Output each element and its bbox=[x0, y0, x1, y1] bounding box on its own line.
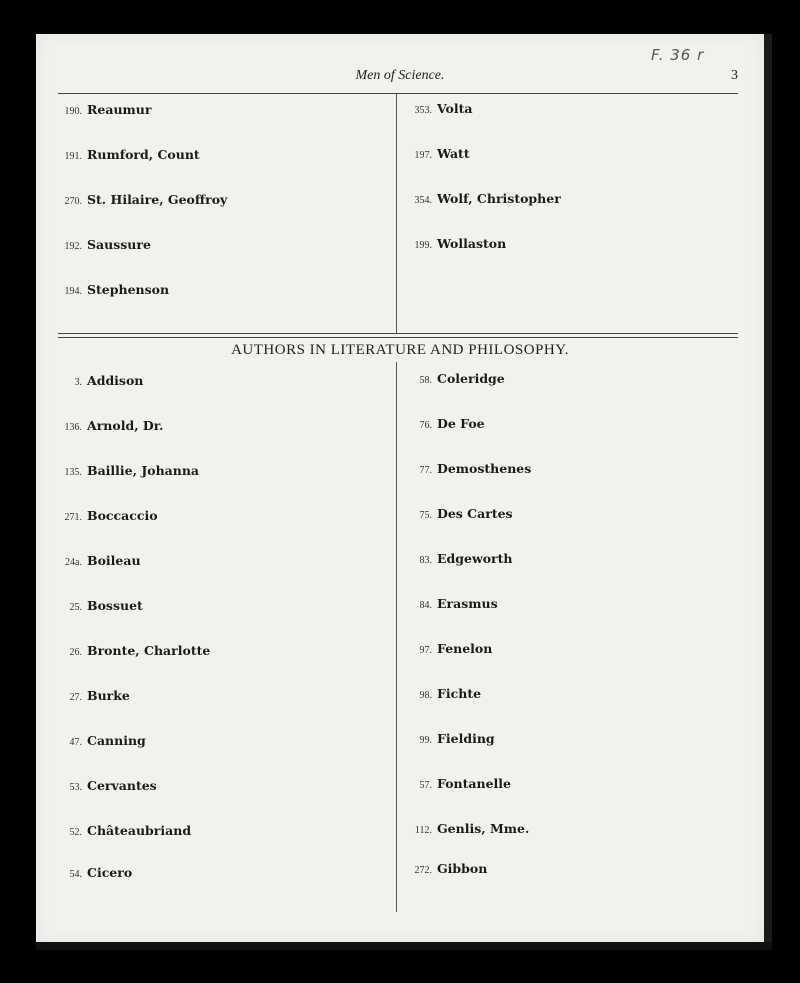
folio-mark: F. 36 r bbox=[651, 46, 705, 64]
entry-number: 76. bbox=[419, 420, 432, 431]
entry-name: Châteaubriand bbox=[87, 823, 192, 838]
page-edge-shadow bbox=[764, 34, 772, 942]
list-item bbox=[38, 732, 146, 750]
entry-name: Fichte bbox=[437, 686, 482, 701]
entry-name: Saussure bbox=[87, 237, 151, 252]
list-item bbox=[404, 730, 495, 748]
list-item bbox=[404, 235, 506, 253]
entry-number: 77. bbox=[419, 465, 432, 476]
entry-number: 194. bbox=[64, 286, 82, 297]
entry-number: 136. bbox=[64, 422, 82, 433]
list-item bbox=[38, 417, 164, 435]
entry-name: Gibbon bbox=[437, 861, 488, 876]
list-item bbox=[38, 191, 227, 209]
entry-name: Coleridge bbox=[437, 371, 505, 386]
list-item bbox=[404, 550, 513, 568]
entry-number: 197. bbox=[414, 150, 432, 161]
list-item bbox=[38, 146, 200, 164]
list-item bbox=[38, 462, 199, 480]
entry-name: Addison bbox=[87, 373, 144, 388]
list-item bbox=[38, 597, 143, 615]
section-heading: AUTHORS IN LITERATURE AND PHILOSOPHY. bbox=[231, 342, 569, 358]
entry-name: Fenelon bbox=[437, 641, 493, 656]
list-item bbox=[404, 860, 487, 878]
list-item bbox=[404, 505, 513, 523]
entry-name: Demosthenes bbox=[437, 461, 532, 476]
list-item bbox=[404, 640, 492, 658]
list-item bbox=[38, 777, 157, 795]
list-item bbox=[38, 101, 151, 119]
list-item bbox=[404, 100, 473, 118]
list-item bbox=[404, 775, 511, 793]
entry-number: 83. bbox=[419, 555, 432, 566]
entry-name: Erasmus bbox=[437, 596, 498, 611]
entry-number: 99. bbox=[419, 735, 432, 746]
document-page bbox=[36, 34, 764, 942]
section-rule bbox=[58, 333, 738, 334]
list-item bbox=[404, 460, 531, 478]
list-item bbox=[404, 190, 561, 208]
entry-name: Arnold, Dr. bbox=[87, 418, 164, 433]
entry-number: 47. bbox=[69, 737, 82, 748]
entry-number: 353. bbox=[414, 105, 432, 116]
list-item bbox=[38, 687, 130, 705]
entry-name: Cicero bbox=[87, 865, 133, 880]
entry-name: St. Hilaire, Geoffroy bbox=[87, 192, 228, 207]
entry-name: Stephenson bbox=[87, 282, 170, 297]
list-item bbox=[38, 864, 132, 882]
list-item bbox=[38, 642, 210, 660]
entry-number: 191. bbox=[64, 151, 82, 162]
entry-name: Baillie, Johanna bbox=[87, 463, 200, 478]
entry-name: Edgeworth bbox=[437, 551, 513, 566]
list-item bbox=[404, 415, 485, 433]
entry-number: 53. bbox=[69, 782, 82, 793]
entry-name: Boileau bbox=[87, 553, 141, 568]
entry-name: Wollaston bbox=[437, 236, 507, 251]
entry-number: 25. bbox=[69, 602, 82, 613]
list-item bbox=[404, 370, 505, 388]
entry-number: 27. bbox=[69, 692, 82, 703]
list-item bbox=[38, 281, 169, 299]
entry-name: Boccaccio bbox=[87, 508, 158, 523]
entry-name: Des Cartes bbox=[437, 506, 513, 521]
list-item bbox=[404, 145, 470, 163]
list-item bbox=[38, 507, 158, 525]
entry-number: 270. bbox=[64, 196, 82, 207]
list-item bbox=[404, 685, 481, 703]
list-item bbox=[38, 552, 141, 570]
entry-number: 354. bbox=[414, 195, 432, 206]
list-item bbox=[404, 595, 498, 613]
entry-name: Reaumur bbox=[87, 102, 152, 117]
page-header-title: Men of Science. bbox=[355, 68, 445, 83]
entry-number: 58. bbox=[419, 375, 432, 386]
entry-name: Fielding bbox=[437, 731, 495, 746]
list-item bbox=[38, 236, 151, 254]
entry-name: Cervantes bbox=[87, 778, 157, 793]
entry-number: 98. bbox=[419, 690, 432, 701]
entry-name: Burke bbox=[87, 688, 130, 703]
entry-name: Genlis, Mme. bbox=[437, 821, 530, 836]
entry-number: 112. bbox=[414, 825, 432, 836]
entry-number: 52. bbox=[69, 827, 82, 838]
entry-name: Canning bbox=[87, 733, 146, 748]
header-rule bbox=[58, 93, 738, 94]
entry-number: 199. bbox=[414, 240, 432, 251]
entry-name: Watt bbox=[437, 146, 470, 161]
entry-name: De Foe bbox=[437, 416, 485, 431]
entry-number: 57. bbox=[419, 780, 432, 791]
list-item bbox=[404, 820, 529, 838]
entry-number: 192. bbox=[64, 241, 82, 252]
entry-number: 190. bbox=[64, 106, 82, 117]
column-divider-top bbox=[396, 94, 397, 333]
entry-name: Wolf, Christopher bbox=[437, 191, 561, 206]
page-number: 3 bbox=[731, 68, 738, 83]
entry-name: Bronte, Charlotte bbox=[87, 643, 211, 658]
page-bottom-edge bbox=[36, 942, 772, 950]
entry-number: 97. bbox=[419, 645, 432, 656]
list-item bbox=[38, 372, 143, 390]
entry-number: 75. bbox=[419, 510, 432, 521]
entry-name: Bossuet bbox=[87, 598, 143, 613]
entry-number: 272. bbox=[414, 865, 432, 876]
list-item bbox=[38, 822, 191, 840]
entry-number: 135. bbox=[64, 467, 82, 478]
entry-number: 26. bbox=[69, 647, 82, 658]
entry-number: 84. bbox=[419, 600, 432, 611]
entry-number: 3. bbox=[74, 377, 82, 388]
entry-name: Fontanelle bbox=[437, 776, 511, 791]
section-rule bbox=[58, 337, 738, 338]
entry-name: Volta bbox=[437, 101, 473, 116]
entry-number: 54. bbox=[69, 869, 82, 880]
column-divider-bottom bbox=[396, 362, 397, 912]
entry-number: 24a. bbox=[65, 557, 82, 568]
entry-number: 271. bbox=[64, 512, 82, 523]
entry-name: Rumford, Count bbox=[87, 147, 200, 162]
